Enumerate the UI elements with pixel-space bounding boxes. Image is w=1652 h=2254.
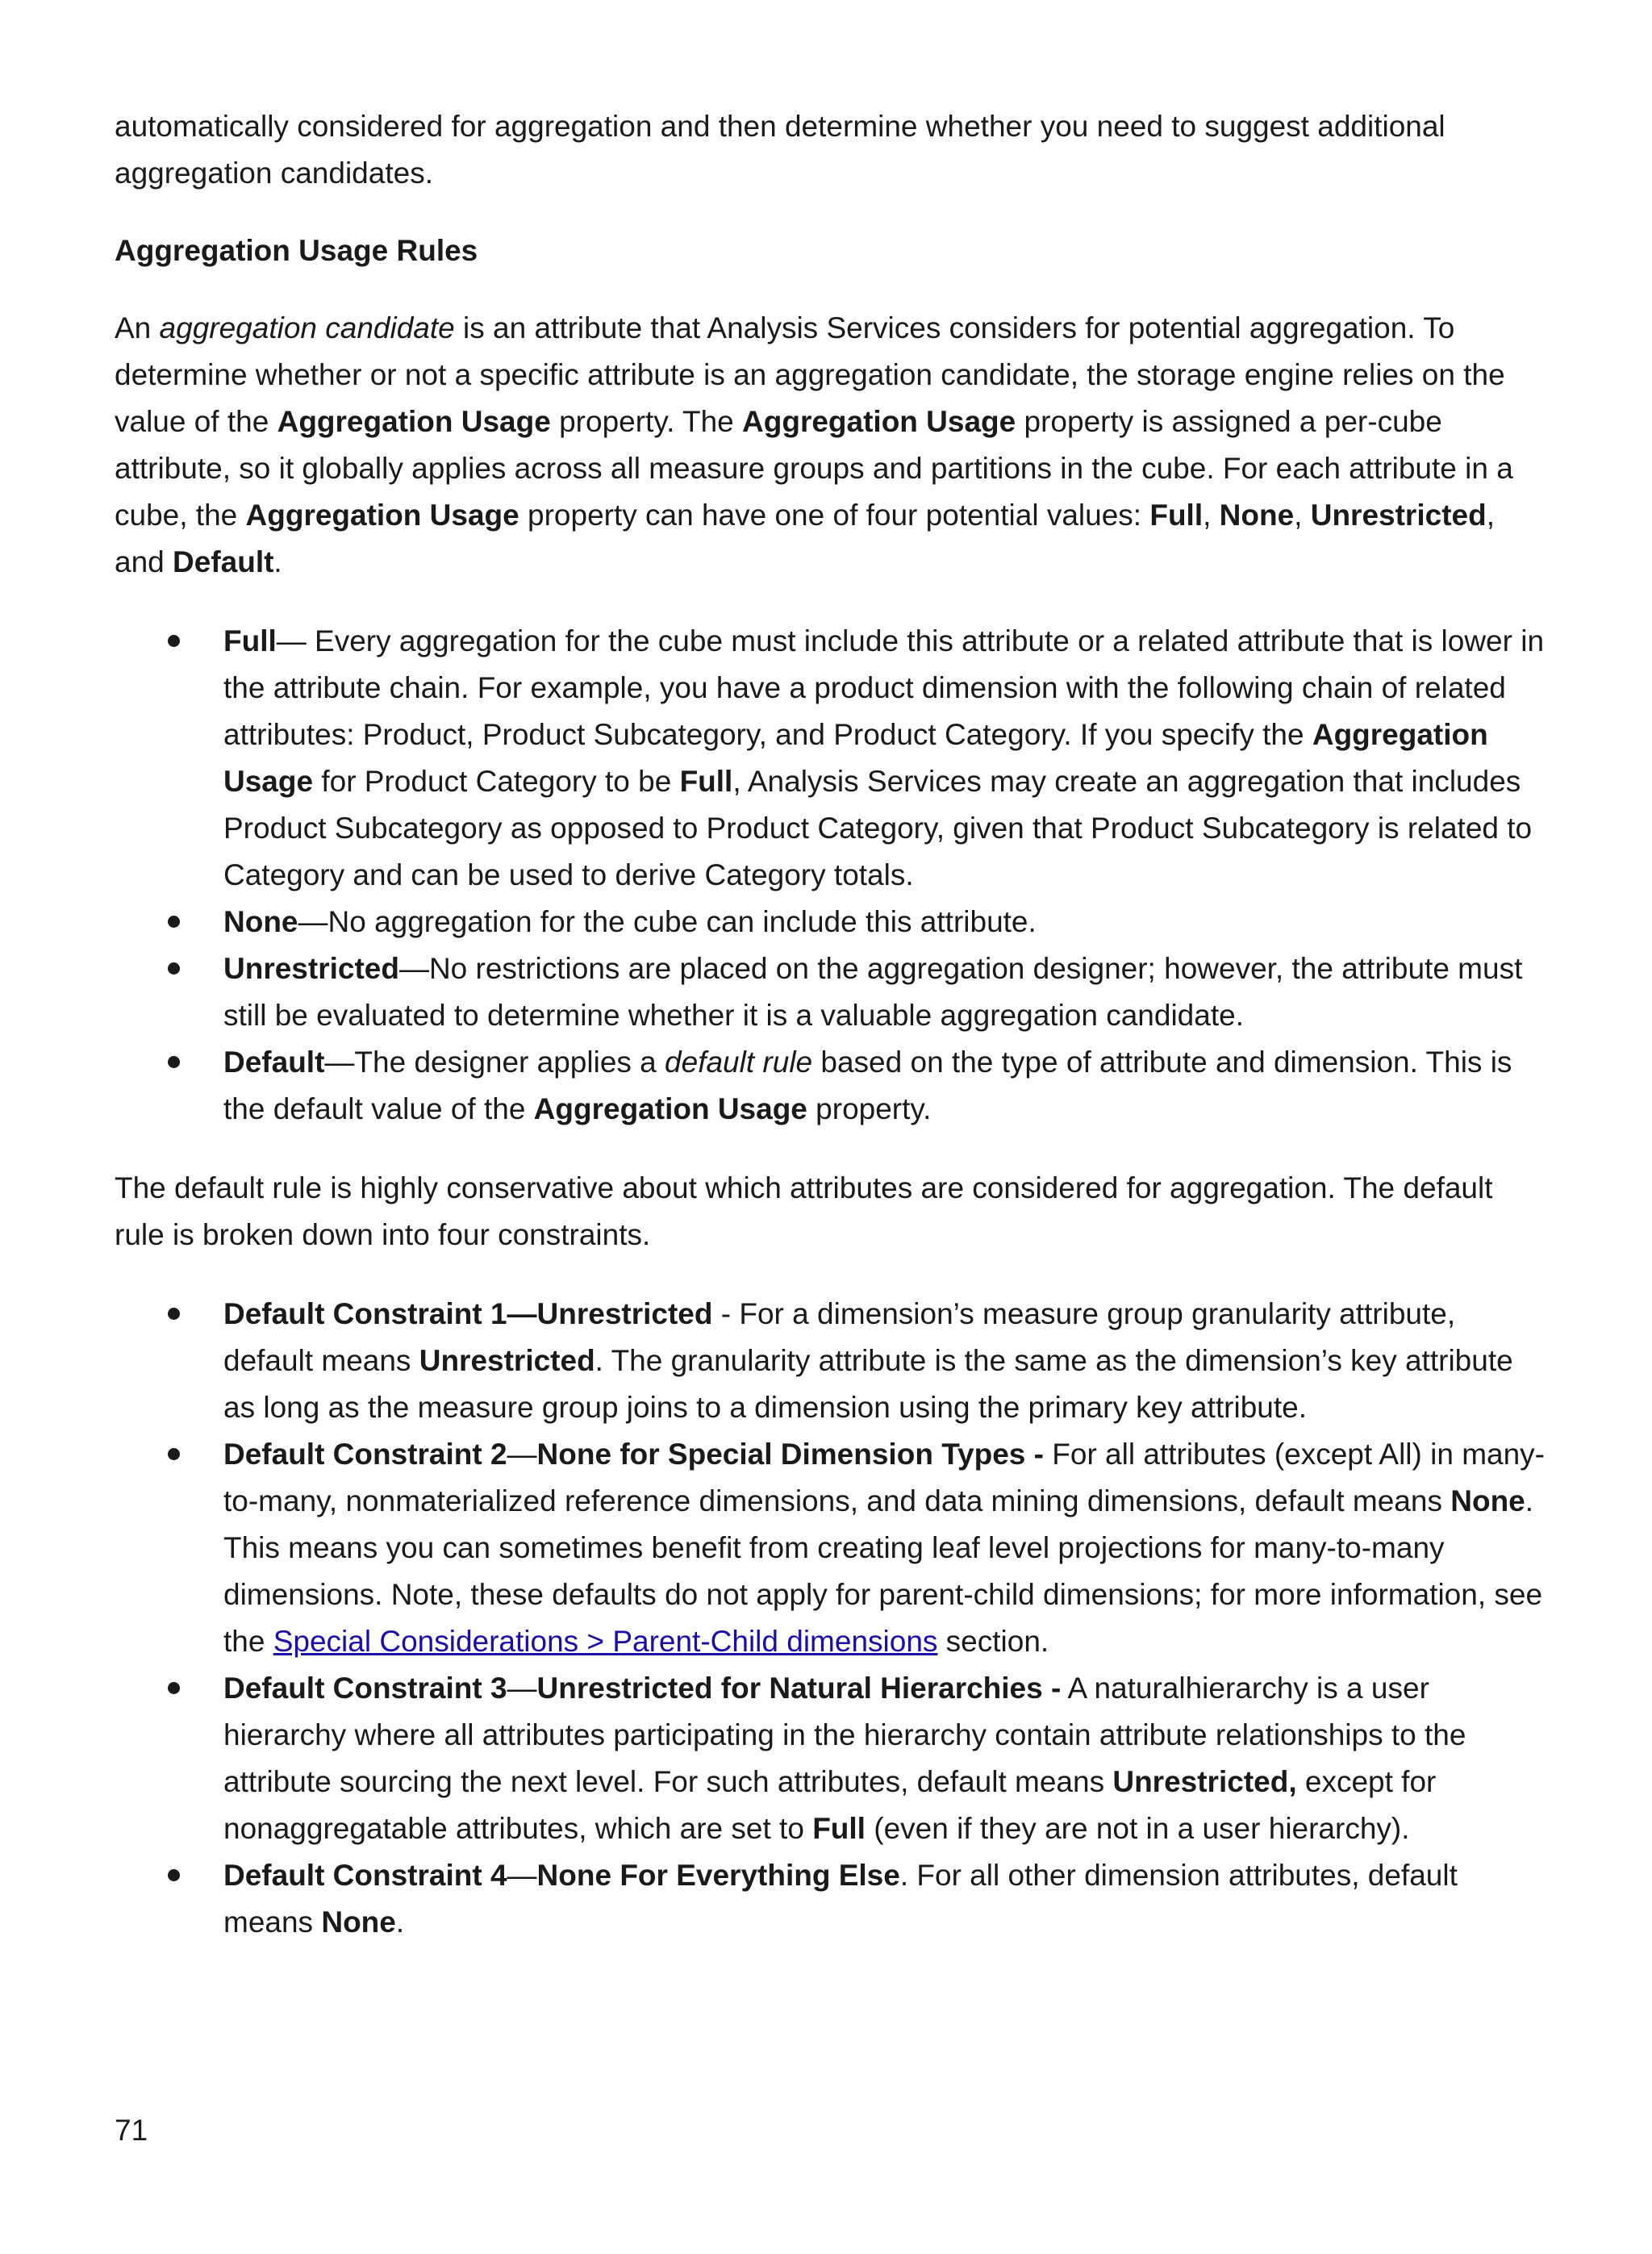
usage-values-list bbox=[115, 618, 1550, 1133]
bullet-icon bbox=[168, 1682, 180, 1694]
intro-paragraph: automatically considered for aggregation and then determine whether you need to suggest additional aggregation candidates. bbox=[115, 110, 1446, 190]
bullet-icon bbox=[168, 1056, 180, 1068]
bullet-icon bbox=[168, 1869, 180, 1881]
bullet-icon bbox=[168, 962, 180, 975]
list-item-constraint-2: Default Constraint 2—None for Special Dimension Types - For all attributes (except All) in many-to-many, nonmaterialized reference dimensions, and data mining dimensions, default means None. This means you can sometimes benefit from creating leaf level projections for many-to-many dimensions. Note, these defaults do not apply for parent-child dimensions; for more information, see the Special Considerations > Parent-Child dimensions section. bbox=[115, 1431, 1550, 1665]
default-rule-paragraph: The default rule is highly conservative about which attributes are considered for aggregation. The default rule is broken down into four constraints. bbox=[115, 1171, 1493, 1251]
bullet-icon bbox=[168, 1308, 180, 1320]
page-number: 71 bbox=[115, 2114, 148, 2147]
list-item-default: Default—The designer applies a default rule based on the type of attribute and dimension. This is the default value of the Aggregation Usage property. bbox=[115, 1039, 1550, 1133]
section-heading: Aggregation Usage Rules bbox=[115, 234, 478, 267]
parent-child-dimensions-link[interactable]: Special Considerations > Parent-Child dimensions bbox=[273, 1625, 938, 1658]
list-item-full: Full— Every aggregation for the cube must include this attribute or a related attribute that is lower in the attribute chain. For example, you have a product dimension with the following chain of related attributes: Product, Product Subcategory, and Product Category. If you specify the Aggregation Usage for Product Category to be Full, Analysis Services may create an aggregation that includes Product Subcategory as opposed to Product Category, given that Product Subcategory is related to Category and can be used to derive Category totals. bbox=[115, 618, 1550, 899]
default-constraints-list bbox=[115, 1291, 1550, 1946]
list-item-constraint-4: Default Constraint 4—None For Everything Else. For all other dimension attributes, default means None. bbox=[115, 1852, 1550, 1946]
bullet-icon bbox=[168, 635, 180, 647]
list-item-none: None—No aggregation for the cube can include this attribute. bbox=[115, 899, 1550, 945]
list-item-unrestricted: Unrestricted—No restrictions are placed on the aggregation designer; however, the attribute must still be evaluated to determine whether it is a valuable aggregation candidate. bbox=[115, 945, 1550, 1039]
document-page bbox=[115, 103, 1550, 1978]
bullet-icon bbox=[168, 1448, 180, 1460]
aggregation-candidate-paragraph: An aggregation candidate is an attribute that Analysis Services considers for potential aggregation. To determine whether or not a specific attribute is an aggregation candidate, the storage engine relies on the value of the Aggregation Usage property. The Aggregation Usage property is assigned a per-cube attribute, so it globally applies across all measure groups and partitions in the cube. For each attribute in a cube, the Aggregation Usage property can have one of four potential values: Full, None, Unrestricted, and Default. bbox=[115, 311, 1513, 578]
term-aggregation-candidate: aggregation candidate bbox=[159, 311, 455, 344]
list-item-constraint-3: Default Constraint 3—Unrestricted for Natural Hierarchies - A naturalhierarchy is a user hierarchy where all attributes participating in the hierarchy contain attribute relationships to the attribute sourcing the next level. For such attributes, default means Unrestricted, except for nonaggregatable attributes, which are set to Full (even if they are not in a user hierarchy). bbox=[115, 1665, 1550, 1852]
bullet-icon bbox=[168, 916, 180, 928]
list-item-constraint-1: Default Constraint 1—Unrestricted - For a dimension’s measure group granularity attribute, default means Unrestricted. The granularity attribute is the same as the dimension’s key attribute as long as the measure group joins to a dimension using the primary key attribute. bbox=[115, 1291, 1550, 1431]
